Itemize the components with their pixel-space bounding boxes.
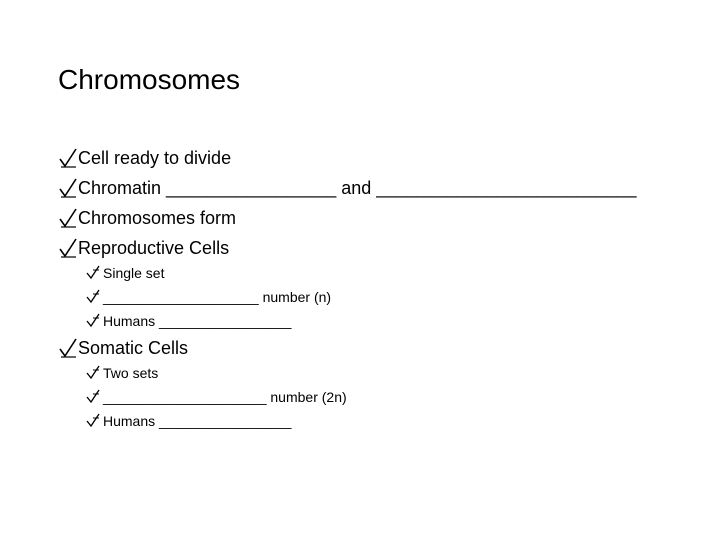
bullet-text: Reproductive Cells [78,238,230,258]
sub-bullet-item [85,286,331,308]
bullet-item [58,205,236,231]
bullet-item [58,145,231,171]
sub-bullet-item [85,310,291,332]
bullet-item [58,335,188,361]
check-mark-icon [85,410,103,432]
bullet-text: Chromosomes form [78,208,237,228]
slide-title: Chromosomes [58,64,241,95]
bullet-text: Chromatin _________________ and __________________________ [78,178,637,198]
sub-bullet-text: Two sets [103,365,159,381]
sub-bullet-text: Humans _________________ [103,313,292,329]
check-mark-icon [85,262,103,284]
check-mark-icon [85,286,103,308]
sub-bullet-text: _____________________ number (2n) [103,389,347,405]
check-mark-icon [85,310,103,332]
check-mark-icon [85,386,103,408]
check-pencil-icon [58,335,78,361]
check-pencil-icon [58,145,78,171]
check-pencil-icon [58,205,78,231]
bullet-item [58,235,229,261]
sub-bullet-item [85,362,158,384]
bullet-item [58,175,637,201]
sub-bullet-text: ____________________ number (n) [103,289,332,305]
sub-bullet-text: Humans _________________ [103,413,292,429]
sub-bullet-item [85,262,164,284]
sub-bullet-text: Single set [103,265,165,281]
sub-bullet-item [85,386,347,408]
check-pencil-icon [58,175,78,201]
bullet-text: Somatic Cells [78,338,189,358]
sub-bullet-item [85,410,291,432]
bullet-text: Cell ready to divide [78,148,232,168]
check-pencil-icon [58,235,78,261]
check-mark-icon [85,362,103,384]
